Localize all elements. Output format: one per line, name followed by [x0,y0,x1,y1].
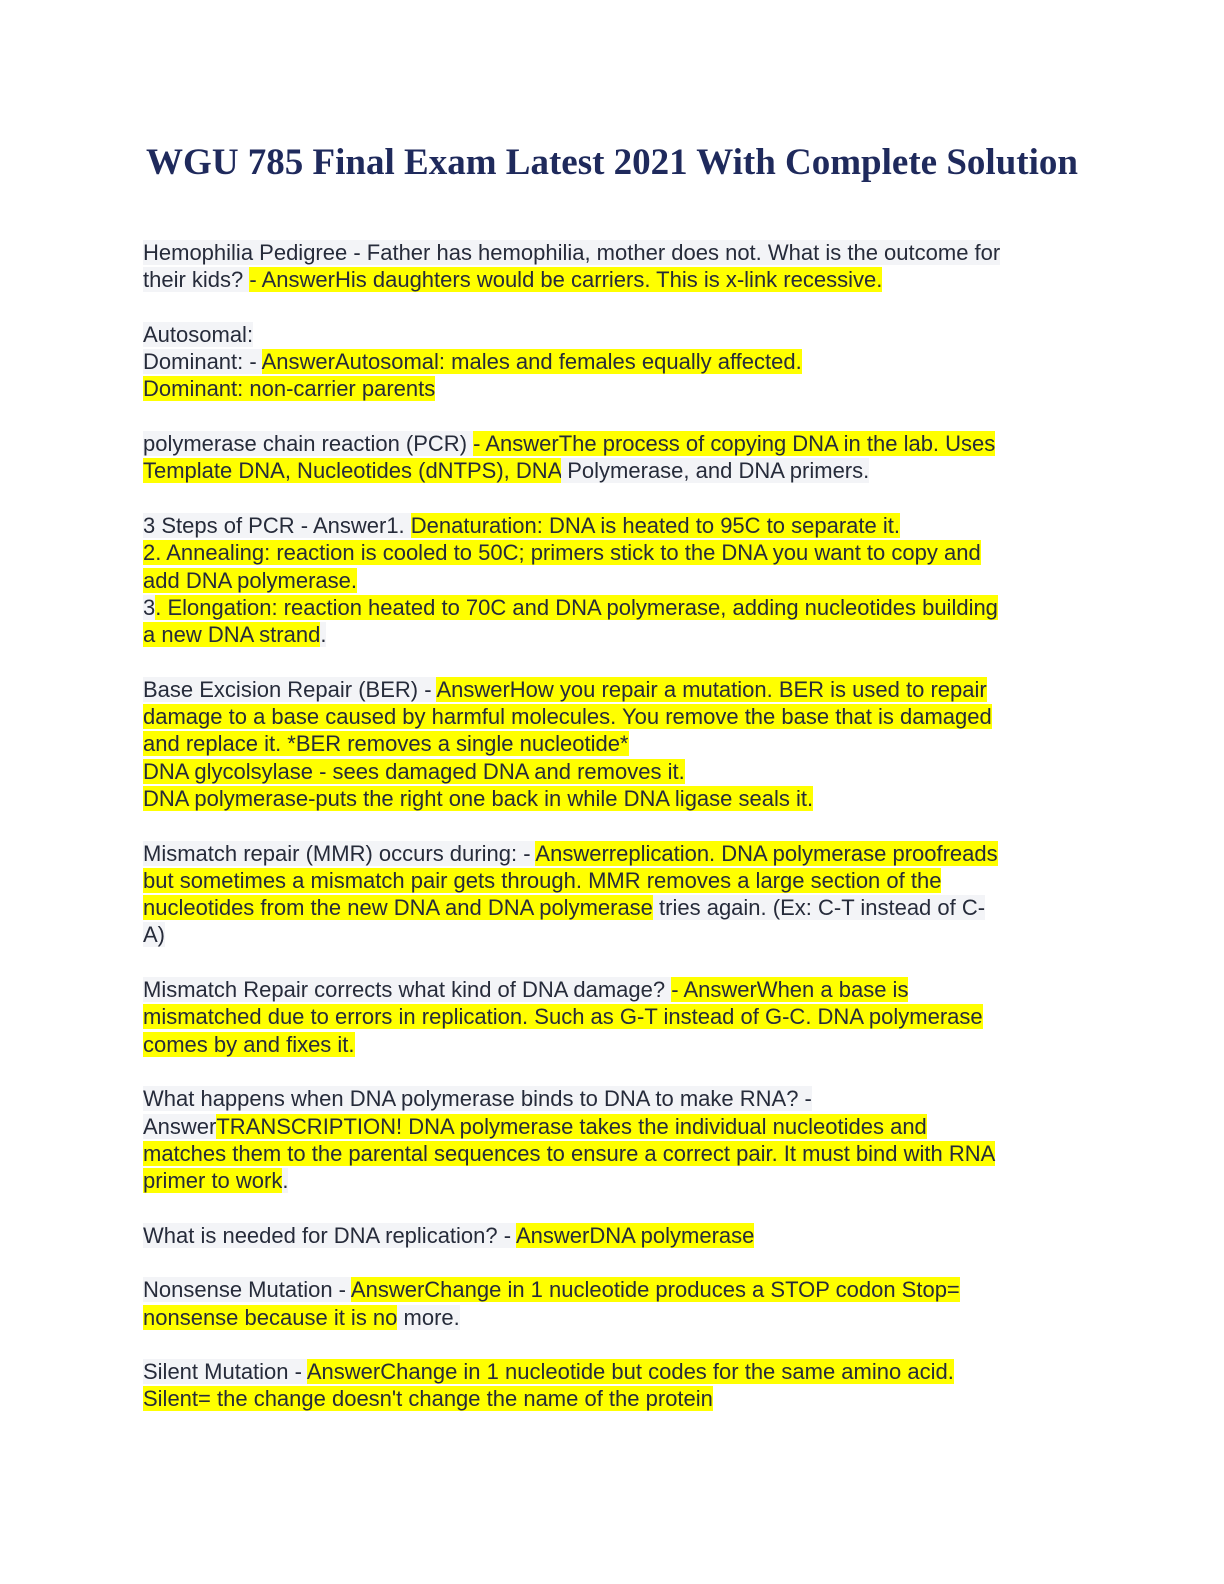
highlighted-answer-text: Answerreplication. DNA polymerase proofreads [535,840,998,866]
question-text: Silent Mutation - [143,1359,307,1385]
question-text: A) [143,922,165,948]
text-line [143,430,1083,457]
question-text: Dominant: - [143,349,262,375]
text-line [143,785,1083,812]
qa-paragraph [143,321,1083,403]
highlighted-answer-text: DNA glycolsylase - sees damaged DNA and removes it. [143,758,685,784]
question-text: polymerase chain reaction (PCR) [143,431,474,457]
text-line [143,1167,1083,1194]
question-text: their kids? [143,267,250,293]
question-text: tries again. (Ex: C-T instead of C- [652,895,986,921]
highlighted-answer-text: - AnswerWhen a base is [671,977,909,1003]
qa-paragraph [143,840,1083,949]
highlighted-answer-text: primer to work [143,1168,283,1194]
text-line [143,239,1083,266]
highlighted-answer-text: DNA polymerase-puts the right one back in while DNA ligase seals it. [143,785,814,811]
text-line [143,348,1083,375]
highlighted-answer-text: Dominant: non-carrier parents [143,376,436,402]
highlighted-answer-text: add DNA polymerase. [143,567,357,593]
question-text: Nonsense Mutation - [143,1277,351,1303]
question-text: Mismatch repair (MMR) occurs during: - [143,840,536,866]
question-text: Mismatch Repair corrects what kind of DNA damage? [143,977,672,1003]
question-text: 3 [143,594,156,620]
text-line [143,1358,1083,1385]
highlighted-answer-text: AnswerHow you repair a mutation. BER is used to repair [436,676,987,702]
highlighted-answer-text: - AnswerThe process of copying DNA in the lab. Uses [473,431,996,457]
text-line [143,539,1083,566]
text-line [143,676,1083,703]
highlighted-answer-text: AnswerChange in 1 nucleotide produces a STOP codon Stop= [350,1277,960,1303]
text-line [143,1085,1083,1112]
qa-paragraph [143,1222,1083,1249]
qa-paragraph [143,1358,1083,1413]
question-text: Polymerase, and DNA primers. [561,458,870,484]
highlighted-answer-text: Denaturation: DNA is heated to 95C to separate it. [410,512,900,538]
text-line [143,621,1083,648]
highlighted-answer-text: nucleotides from the new DNA and DNA polymerase [143,895,653,921]
text-line [143,1031,1083,1058]
text-line [143,512,1083,539]
highlighted-answer-text: mismatched due to errors in replication. Such as G-T instead of G-C. DNA polymerase [143,1004,983,1030]
text-line [143,921,1083,948]
question-text: . [282,1168,289,1194]
highlighted-answer-text: Template DNA, Nucleotides (dNTPS), DNA [143,458,562,484]
question-text: Answer [143,1113,217,1139]
text-line [143,758,1083,785]
question-text: What is needed for DNA replication? - [143,1222,516,1248]
qa-paragraph [143,430,1083,485]
highlighted-answer-text: AnswerAutosomal: males and females equally affected. [261,349,802,375]
qa-paragraph [143,1085,1083,1194]
text-line [143,567,1083,594]
document-body [143,239,1083,1440]
text-line [143,730,1083,757]
document-title: WGU 785 Final Exam Latest 2021 With Complete Solution [146,142,1078,183]
text-line [143,1385,1083,1412]
highlighted-answer-text: matches them to the parental sequences to ensure a correct pair. It must bind with RNA [143,1140,996,1166]
text-line [143,1140,1083,1167]
highlighted-answer-text: . Elongation: reaction heated to 70C and DNA polymerase, adding nucleotides building [155,594,998,620]
text-line [143,1276,1083,1303]
qa-paragraph [143,512,1083,648]
text-line [143,1222,1083,1249]
highlighted-answer-text: nonsense because it is no [143,1304,398,1330]
qa-paragraph [143,676,1083,812]
text-line [143,375,1083,402]
text-line [143,840,1083,867]
text-line [143,894,1083,921]
qa-paragraph [143,239,1083,294]
text-line [143,1003,1083,1030]
text-line [143,321,1083,348]
question-text: . [320,622,327,648]
text-line [143,703,1083,730]
qa-paragraph [143,1276,1083,1331]
text-line [143,266,1083,293]
question-text: Autosomal: [143,321,254,347]
highlighted-answer-text: a new DNA strand [143,622,321,648]
qa-paragraph [143,976,1083,1058]
question-text: Base Excision Repair (BER) - [143,676,437,702]
text-line [143,594,1083,621]
text-line [143,1304,1083,1331]
highlighted-answer-text: comes by and fixes it. [143,1031,355,1057]
highlighted-answer-text: - AnswerHis daughters would be carriers. This is x-link recessive. [249,267,883,293]
highlighted-answer-text: 2. Annealing: reaction is cooled to 50C; primers stick to the DNA you want to copy and [143,540,981,566]
highlighted-answer-text: AnswerChange in 1 nucleotide but codes for the same amino acid. [306,1359,954,1385]
text-line [143,867,1083,894]
question-text: 3 Steps of PCR - Answer1. [143,512,411,538]
text-line [143,1113,1083,1140]
question-text: Hemophilia Pedigree - Father has hemophilia, mother does not. What is the outcome for [143,240,1001,265]
highlighted-answer-text: and replace it. *BER removes a single nucleotide* [143,731,629,757]
highlighted-answer-text: Silent= the change doesn't change the name of the protein [143,1386,713,1412]
text-line [143,457,1083,484]
question-text: more. [397,1304,460,1330]
highlighted-answer-text: TRANSCRIPTION! DNA polymerase takes the individual nucleotides and [216,1113,927,1139]
highlighted-answer-text: AnswerDNA polymerase [515,1222,755,1248]
highlighted-answer-text: damage to a base caused by harmful molecules. You remove the base that is damaged [143,704,992,730]
highlighted-answer-text: but sometimes a mismatch pair gets through. MMR removes a large section of the [143,867,942,893]
text-line [143,976,1083,1003]
question-text: What happens when DNA polymerase binds to DNA to make RNA? - [143,1086,812,1112]
